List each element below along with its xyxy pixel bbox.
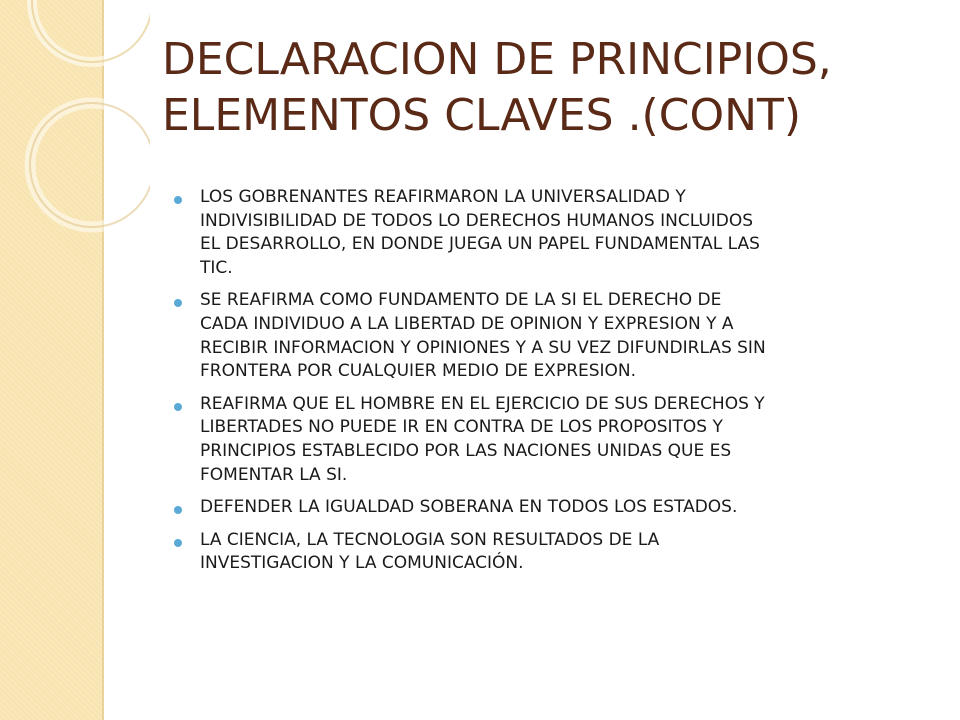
bullet-1-line-2: INDIVISIBILIDAD DE TODOS LO DERECHOS HUMANOS INCLUIDOS (200, 210, 754, 231)
bullet-dot-icon (174, 299, 182, 307)
bullet-item-2 (172, 289, 928, 383)
bullet-item-3 (172, 393, 928, 487)
bullet-1-line-4: TIC. (200, 257, 233, 278)
bullet-3-line-1: REAFIRMA QUE EL HOMBRE EN EL EJERCICIO DE SUS DERECHOS Y (200, 393, 765, 414)
slide-title-line-1: DECLARACION DE PRINCIPIOS, (162, 34, 832, 85)
slide-title-line-2: ELEMENTOS CLAVES .(CONT) (162, 90, 802, 141)
bullet-text-5 (200, 529, 928, 576)
bullet-2-line-3: RECIBIR INFORMACION Y OPINIONES Y A SU VEZ DIFUNDIRLAS SIN (200, 337, 766, 358)
bullet-dot-icon (174, 196, 182, 204)
bullet-4-line-1: DEFENDER LA IGUALDAD SOBERANA EN TODOS LOS ESTADOS. (200, 497, 738, 518)
bullet-dot-icon (174, 403, 182, 411)
decorative-circle-top (32, 0, 150, 62)
bullet-1-line-3: EL DESARROLLO, EN DONDE JUEGA UN PAPEL FUNDAMENTAL LAS (200, 234, 760, 255)
bullet-2-line-4: FRONTERA POR CUALQUIER MEDIO DE EXPRESION. (200, 361, 637, 382)
bullet-3-line-3: PRINCIPIOS ESTABLECIDO POR LAS NACIONES UNIDAS QUE ES (200, 440, 732, 461)
bullet-1-line-1: LOS GOBRENANTES REAFIRMARON LA UNIVERSALIDAD Y (200, 187, 686, 207)
bullet-list (172, 186, 928, 585)
bullet-2-line-2: CADA INDIVIDUO A LA LIBERTAD DE OPINION Y EXPRESION Y A (200, 313, 734, 334)
bullet-text-2 (200, 289, 928, 383)
bullet-2-line-1: SE REAFIRMA COMO FUNDAMENTO DE LA SI EL DERECHO DE (200, 290, 722, 311)
bullet-dot-icon (174, 506, 182, 514)
bullet-text-1 (200, 186, 928, 280)
bullet-3-line-4: FOMENTAR LA SI. (200, 464, 348, 485)
decorative-circles (0, 0, 150, 260)
bullet-item-1 (172, 186, 928, 280)
bullet-text-4 (200, 496, 928, 520)
bullet-dot-icon (174, 539, 182, 547)
bullet-item-5 (172, 529, 928, 576)
bullet-3-line-2: LIBERTADES NO PUEDE IR EN CONTRA DE LOS PROPOSITOS Y (200, 417, 723, 438)
bullet-5-line-2: INVESTIGACION Y LA COMUNICACIÓN. (200, 553, 524, 574)
bullet-text-3 (200, 393, 928, 487)
bullet-5-line-1: LA CIENCIA, LA TECNOLOGIA SON RESULTADOS DE LA (200, 529, 660, 550)
bullet-item-4 (172, 496, 928, 520)
slide-title (162, 32, 932, 144)
